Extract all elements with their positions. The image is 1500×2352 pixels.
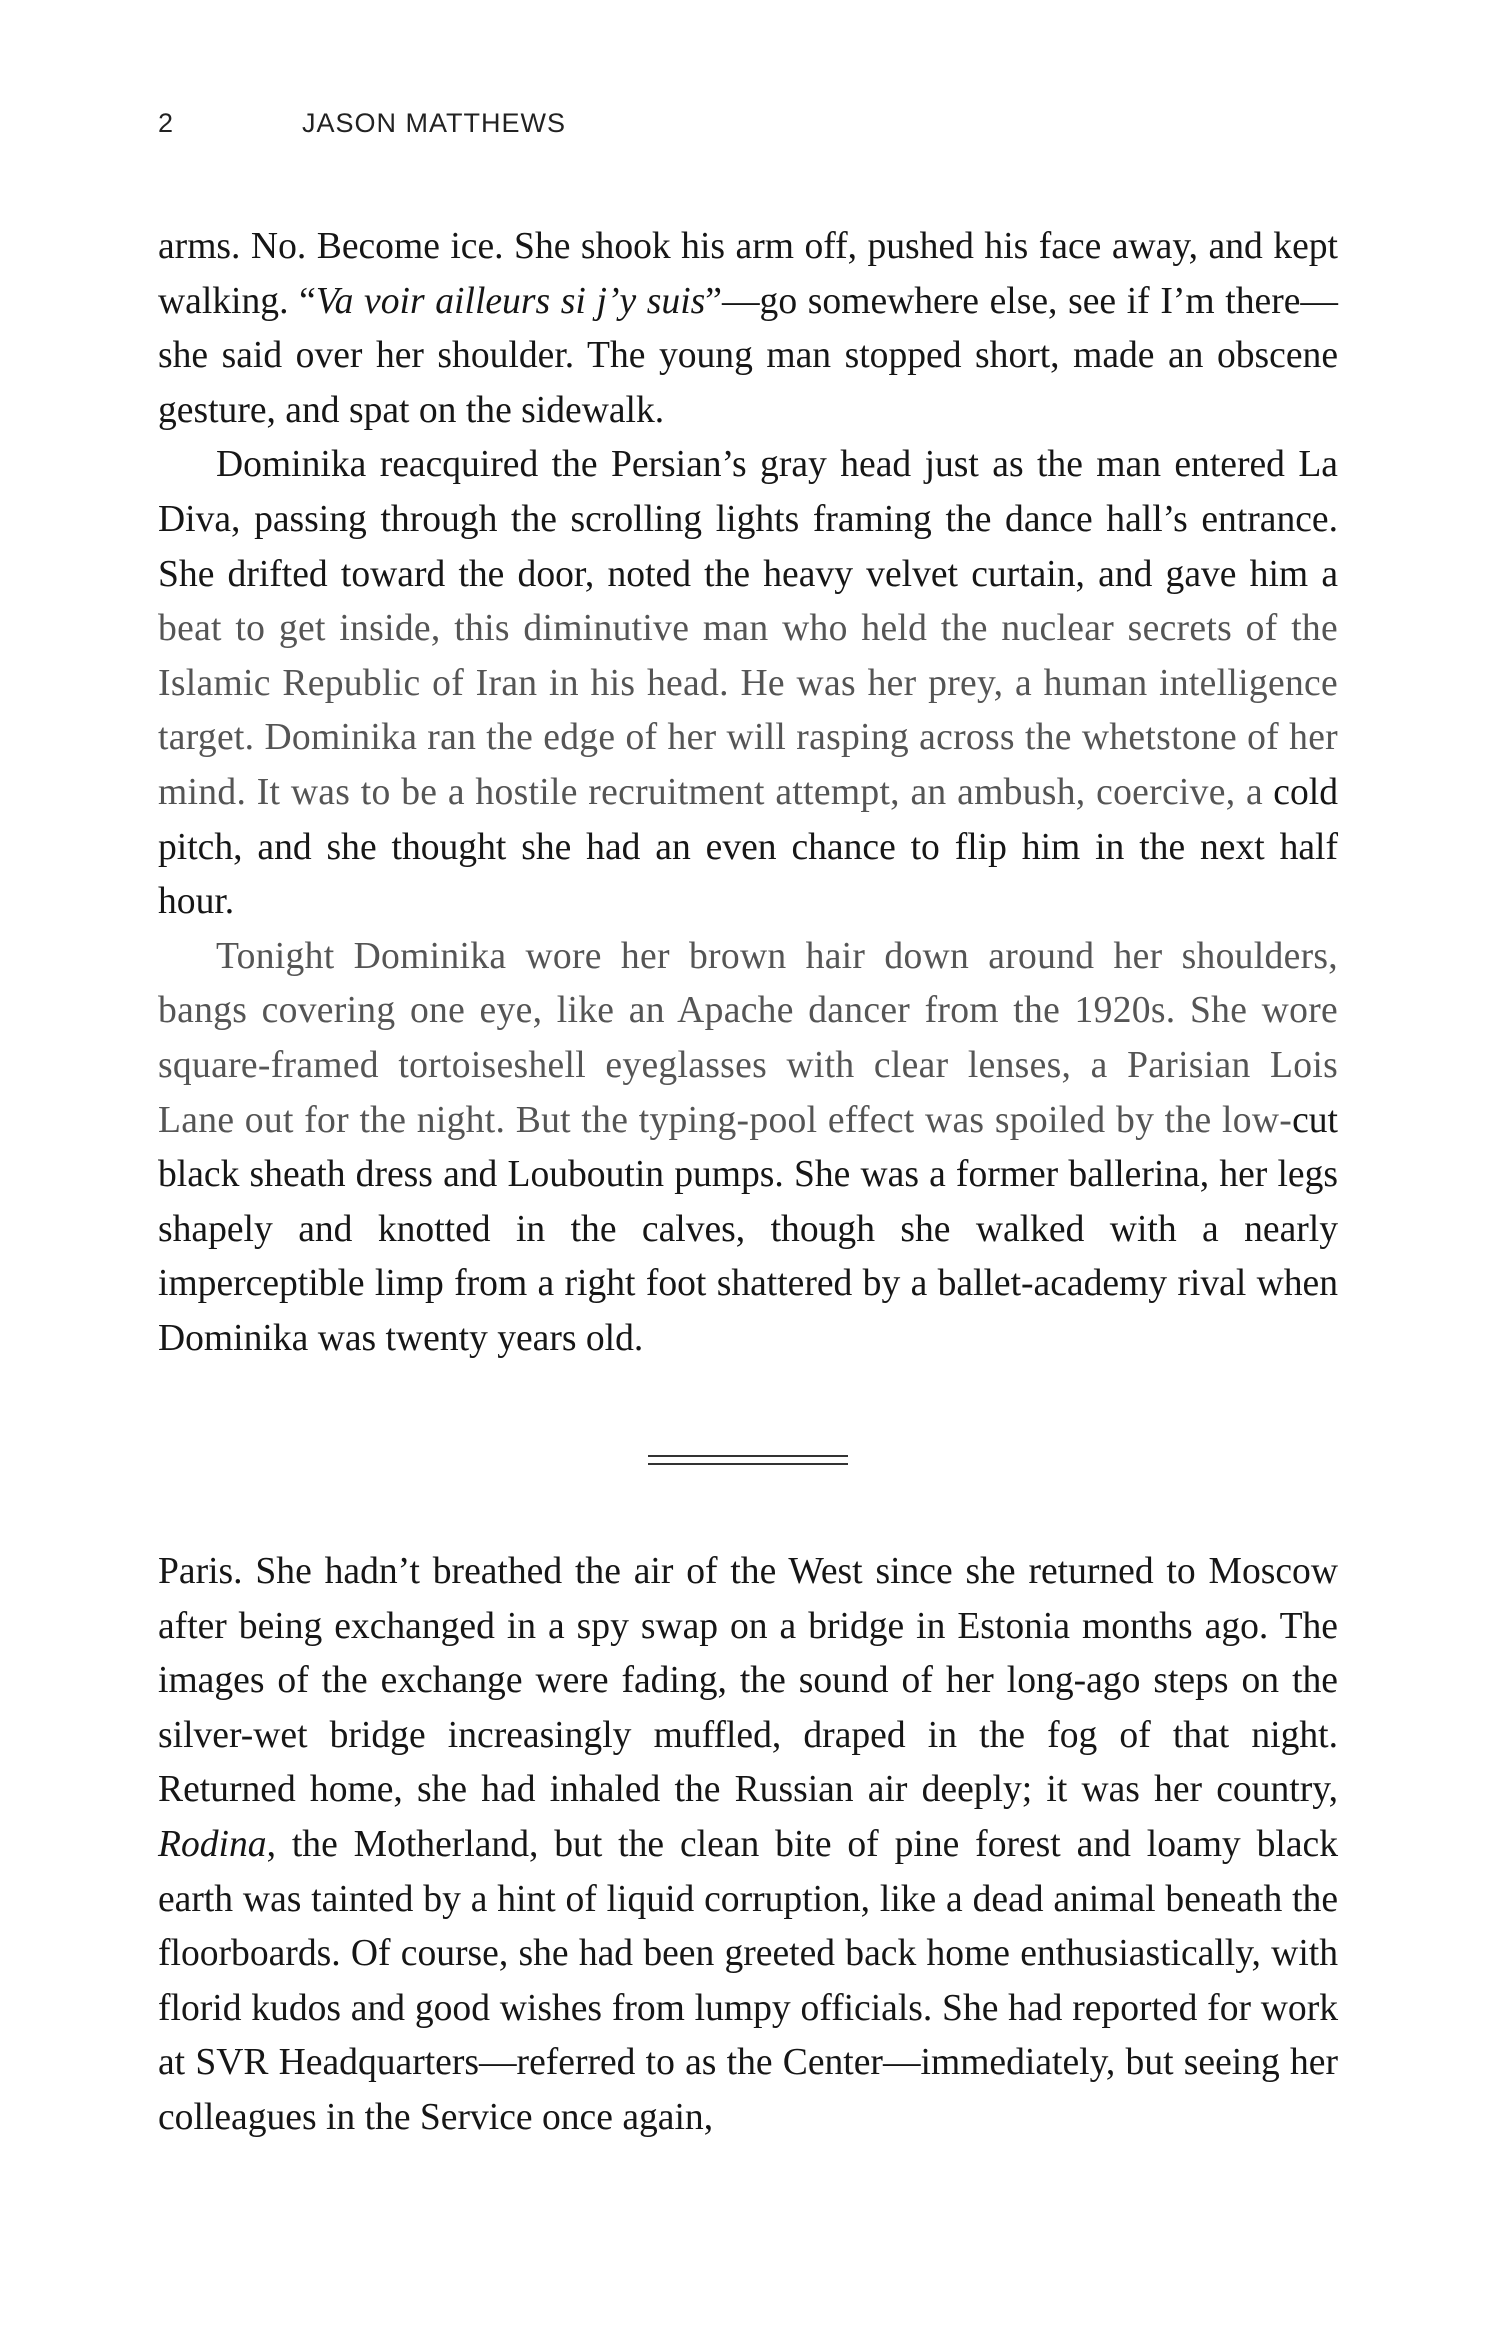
section-one <box>158 220 1338 1366</box>
paragraph-text: cut black sheath dress and Louboutin pumps. She was a former ballerina, her legs shapely and knotted in the calves, though she walked with a nearly imperceptible limp from a right foot shattered by a ballet-academy rival when Dominika was twenty years old. <box>158 1099 1338 1359</box>
paragraph-text: Paris. She hadn’t breathed the air of the West since she returned to Moscow after being exchanged in a spy swap on a bridge in Estonia months ago. The images of the exchange were fading, the sound of her long-ago steps on the silver-wet bridge increasingly muffled, draped in the fog of that night. Returned home, she had inhaled the Russian air deeply; it was her country, <box>158 1551 1338 1811</box>
paragraph-text: , the Motherland, but the clean bite of pine forest and loamy black earth was tainted by a hint of liquid corruption, like a dead animal beneath the floorboards. Of course, she had been greeted back home enthusiastically, with florid kudos and good wishes from lumpy officials. She had reported for work at SVR Headquarters—referred to as the Center—immediately, but seeing her colleagues in the Service once again, <box>158 1823 1338 2138</box>
italic-word: Rodina <box>158 1823 267 1865</box>
paragraph-text: arms. No. Become ice. She shook his arm off, pushed his face away, and kept walking. “ <box>158 226 1338 322</box>
paragraph-text: ”—go somewhere else, see if I’m there—she said over her shoulder. The young man stopped short, made an obscene gesture, and spat on the sidewalk. <box>158 280 1338 431</box>
page-number: 2 <box>158 108 175 138</box>
rule-line <box>648 1463 848 1465</box>
running-head <box>158 108 566 139</box>
rule-line <box>648 1455 848 1457</box>
paragraph <box>158 1545 1338 2146</box>
paragraph <box>158 220 1338 438</box>
paragraph-text-faded: beat to get inside, this diminutive man who held the nuclear secrets of the Islamic Republic of Iran in his head. He was her prey, a human intelligence target. Dominika ran the edge of her will rasping across the whetstone of her mind. It was to be a hostile recruitment attempt, an ambush, coercive, a <box>158 608 1338 813</box>
paragraph <box>158 930 1338 1367</box>
paragraph-text-faded: Tonight Dominika wore her brown hair down around her shoulders, bangs covering one eye, like an Apache dancer from the 1920s. She wore square-framed tortoiseshell eyeglasses with clear lenses, a Parisian Lois Lane out for the night. But the typing-pool effect was spoiled by the low- <box>158 935 1338 1141</box>
section-break-rule <box>648 1455 848 1465</box>
author-name: JASON MATTHEWS <box>302 108 567 138</box>
section-two <box>158 1545 1338 2146</box>
french-phrase: Va voir ailleurs si j’y suis <box>315 280 706 322</box>
paragraph <box>158 438 1338 929</box>
paragraph-text: cold pitch, and she thought she had an even chance to flip him in the next half hour. <box>158 771 1338 923</box>
paragraph-text: Dominika reacquired the Persian’s gray head just as the man entered La Diva, passing through the scrolling lights framing the dance hall’s entrance. She drifted toward the door, noted the heavy velvet curtain, and gave him a <box>158 444 1338 595</box>
